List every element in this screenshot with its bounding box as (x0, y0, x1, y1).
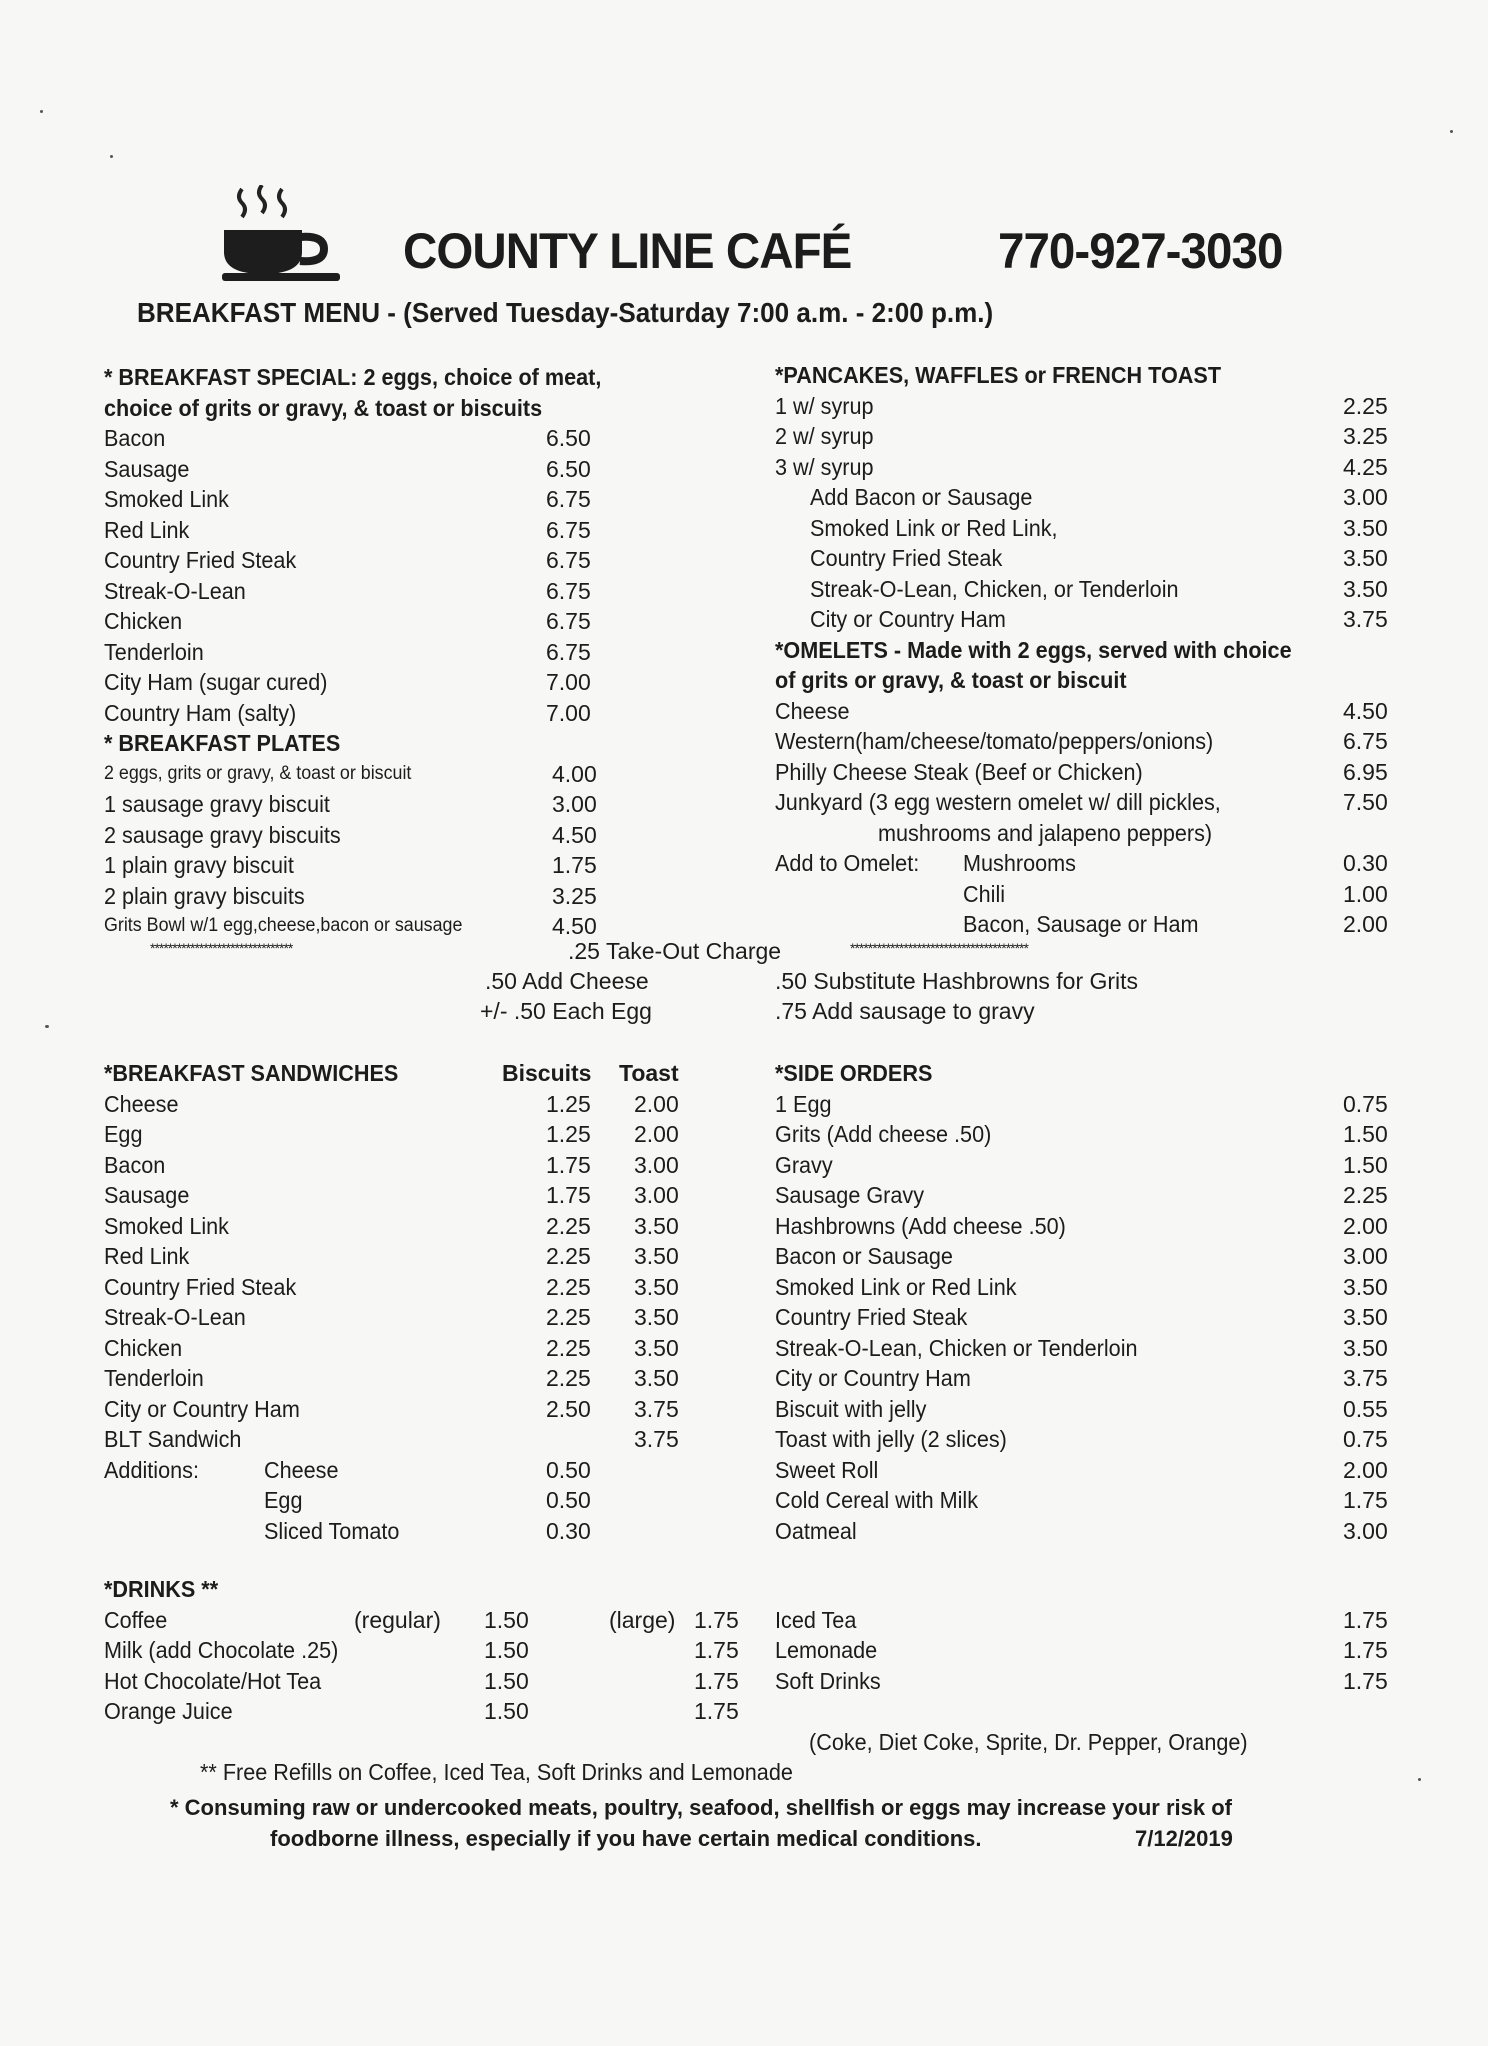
list-item (104, 1363, 704, 1394)
item-name: 1 sausage gravy biscuit (104, 791, 330, 817)
item-name: Streak-O-Lean, Chicken or Tenderloin (775, 1334, 1138, 1361)
section-heading (104, 1058, 704, 1089)
item-name: Bacon (104, 1151, 166, 1178)
list-item (775, 421, 1395, 452)
item-name: Orange Juice (104, 1698, 233, 1724)
large-label: (large) (609, 1606, 676, 1633)
toast-column-header: Toast (619, 1060, 679, 1086)
list-item (104, 484, 624, 515)
menu-text: Cheese (264, 1456, 339, 1483)
list-item (104, 1272, 704, 1303)
cafe-title: COUNTY LINE CAFÉ (403, 223, 852, 279)
regular-price: 1.50 (484, 1606, 529, 1633)
item-name: Cheese (104, 1090, 179, 1117)
item-price: 2.00 (1343, 1456, 1388, 1483)
item-name: 2 w/ syrup (775, 423, 874, 449)
item-name: Smoked Link (104, 1212, 229, 1239)
item-name: Bacon or Sausage (775, 1243, 953, 1269)
list-item (775, 787, 1395, 818)
side-orders-section (775, 1058, 1395, 1546)
biscuit-price: 1.25 (546, 1121, 591, 1147)
item-name: Egg (104, 1121, 143, 1147)
item-price: 3.50 (1343, 545, 1388, 571)
item-price: 4.25 (1343, 453, 1388, 480)
list-item (775, 1150, 1395, 1181)
list-item (104, 1241, 704, 1272)
item-name: City or Country Ham (810, 606, 1006, 632)
large-price: 1.75 (694, 1698, 739, 1724)
coffee-cup-icon (222, 185, 347, 290)
menu-text: 2.00 (1343, 911, 1388, 937)
toast-price: 2.00 (634, 1090, 679, 1117)
item-name: Coffee (104, 1606, 168, 1633)
biscuit-price: 2.25 (546, 1243, 591, 1269)
item-price: 6.50 (546, 455, 591, 482)
list-item (104, 667, 624, 698)
menu-text: Add to Omelet: (775, 850, 920, 876)
toast-price: 3.00 (634, 1151, 679, 1178)
list-item (775, 909, 1395, 940)
item-name: Philly Cheese Steak (Beef or Chicken) (775, 758, 1143, 785)
item-name: 2 eggs, grits or gravy, & toast or biscuit (104, 762, 412, 784)
drinks-section (104, 1574, 1404, 1788)
list-item (775, 482, 1395, 513)
list-item (775, 1119, 1395, 1150)
list-item (104, 1394, 704, 1425)
scan-speck (110, 155, 113, 158)
biscuit-price: 1.25 (546, 1090, 591, 1117)
menu-text: (Coke, Diet Coke, Sprite, Dr. Pepper, Orange) (809, 1728, 1248, 1755)
item-price: 7.50 (1343, 789, 1388, 815)
toast-price: 3.50 (634, 1243, 679, 1269)
list-item (104, 1302, 704, 1333)
item-price: 3.50 (1343, 1334, 1388, 1361)
each-egg-note: +/- .50 Each Egg (480, 998, 652, 1024)
item-price: 3.75 (1343, 1365, 1388, 1391)
large-price: 1.75 (694, 1637, 739, 1663)
item-name: Sweet Roll (775, 1456, 879, 1483)
biscuit-price: 1.75 (546, 1151, 591, 1178)
list-item (104, 454, 624, 485)
toast-price: 3.50 (634, 1273, 679, 1300)
menu-text: *DRINKS ** (104, 1576, 219, 1602)
item-price: 7.00 (546, 669, 591, 695)
list-item (104, 1150, 704, 1181)
item-name: Chicken (104, 608, 183, 634)
menu-text: 0.50 (546, 1456, 591, 1483)
item-price: 6.75 (546, 577, 591, 604)
menu-text: *BREAKFAST SANDWICHES (104, 1060, 399, 1086)
biscuit-price: 1.75 (546, 1182, 591, 1208)
item-price: 1.75 (1343, 1606, 1388, 1633)
item-name: City Ham (sugar cured) (104, 669, 328, 695)
health-warning: * Consuming raw or undercooked meats, poultry, seafood, shellfish or eggs may increase your risk of (170, 1795, 1232, 1820)
pancakes-omelets-section (775, 360, 1395, 940)
list-item (104, 576, 624, 607)
list-item (775, 696, 1395, 727)
list-item (775, 1455, 1395, 1486)
item-price: 6.75 (546, 608, 591, 634)
list-item (775, 1241, 1395, 1272)
list-item (104, 698, 624, 729)
item-name: 1 Egg (775, 1090, 832, 1117)
item-name: Red Link (104, 516, 190, 543)
item-name: Soft Drinks (775, 1667, 881, 1694)
item-price: 1.75 (1343, 1487, 1388, 1513)
item-price: 2.00 (1343, 1212, 1388, 1239)
item-price: 6.75 (546, 516, 591, 543)
biscuit-price: 2.25 (546, 1334, 591, 1361)
item-name: Biscuit with jelly (775, 1395, 927, 1422)
list-item (775, 574, 1395, 605)
scan-speck (1418, 1778, 1421, 1781)
item-price: 2.25 (1343, 392, 1388, 419)
soft-drink-list (104, 1727, 1404, 1758)
item-name: Streak-O-Lean (104, 577, 246, 604)
list-item (104, 1516, 704, 1547)
item-name: City or Country Ham (775, 1365, 971, 1391)
list-item (775, 1363, 1395, 1394)
star-divider: ******************************** (150, 940, 293, 956)
takeout-charge: .25 Take-Out Charge (568, 938, 782, 964)
toast-price: 2.00 (634, 1121, 679, 1147)
item-price: 3.50 (1343, 514, 1388, 541)
item-name: Smoked Link or Red Link, (810, 514, 1058, 541)
item-name: Cheese (775, 697, 850, 724)
list-item (104, 515, 624, 546)
item-name: Junkyard (3 egg western omelet w/ dill pickles, (775, 789, 1221, 815)
biscuit-price: 2.25 (546, 1304, 591, 1330)
list-item (104, 1211, 704, 1242)
item-name: BLT Sandwich (104, 1426, 242, 1452)
item-price: 4.50 (552, 821, 597, 848)
biscuits-column-header: Biscuits (502, 1060, 592, 1086)
regular-price: 1.50 (484, 1698, 529, 1724)
item-name: Smoked Link (104, 486, 229, 512)
menu-text: Chili (963, 880, 1006, 907)
item-name: Tenderloin (104, 1365, 204, 1391)
list-item (775, 1485, 1395, 1516)
cafe-phone: 770-927-3030 (998, 223, 1283, 279)
menu-text: ** Free Refills on Coffee, Iced Tea, Soft Drinks and Lemonade (200, 1759, 793, 1785)
item-price: 6.95 (1343, 758, 1388, 785)
sandwiches-section (104, 1058, 704, 1546)
scan-speck (40, 110, 43, 113)
health-warning-cont: foodborne illness, especially if you have certain medical conditions. (270, 1826, 982, 1851)
item-name: Country Fried Steak (104, 547, 297, 573)
item-name: Hashbrowns (Add cheese .50) (775, 1212, 1066, 1239)
menu-text: mushrooms and jalapeno peppers) (878, 819, 1213, 846)
menu-text: Bacon, Sausage or Ham (963, 911, 1199, 937)
section-heading (775, 665, 1395, 696)
item-name: Streak-O-Lean, Chicken, or Tenderloin (810, 575, 1179, 602)
list-item (104, 1485, 704, 1516)
item-name: Iced Tea (775, 1606, 857, 1633)
toast-price: 3.50 (634, 1212, 679, 1239)
add-cheese-note: .50 Add Cheese (485, 968, 649, 994)
list-item (775, 757, 1395, 788)
refills-note (104, 1757, 1404, 1788)
list-item (104, 637, 624, 668)
list-item (775, 879, 1395, 910)
item-price: 4.50 (552, 913, 597, 939)
list-item (104, 820, 624, 851)
menu-text: 0.50 (546, 1487, 591, 1513)
item-name: Tenderloin (104, 638, 204, 665)
item-price: 3.00 (1343, 484, 1388, 510)
item-name: Smoked Link or Red Link (775, 1273, 1017, 1300)
regular-price: 1.50 (484, 1637, 529, 1663)
item-name: Oatmeal (775, 1517, 857, 1544)
list-item (775, 543, 1395, 574)
item-name: Toast with jelly (2 slices) (775, 1426, 1007, 1452)
biscuit-price: 2.25 (546, 1365, 591, 1391)
menu-text: 1.00 (1343, 880, 1388, 907)
toast-price: 3.50 (634, 1334, 679, 1361)
large-price: 1.75 (694, 1606, 739, 1633)
section-heading (775, 635, 1395, 666)
section-heading (775, 1058, 1395, 1089)
toast-price: 3.50 (634, 1365, 679, 1391)
list-item (104, 1605, 1404, 1636)
regular-price: 1.50 (484, 1667, 529, 1694)
list-item (104, 1696, 1404, 1727)
menu-text: *PANCAKES, WAFFLES or FRENCH TOAST (775, 362, 1222, 388)
list-item (104, 1666, 1404, 1697)
item-name: Country Fried Steak (810, 545, 1003, 571)
list-item (775, 391, 1395, 422)
large-price: 1.75 (694, 1667, 739, 1694)
list-item (775, 818, 1395, 849)
menu-text: *OMELETS - Made with 2 eggs, served with choice (775, 636, 1292, 663)
regular-label: (regular) (354, 1606, 441, 1633)
item-name: Bacon (104, 425, 166, 451)
list-item (104, 850, 624, 881)
menu-text: 0.30 (1343, 850, 1388, 876)
item-name: Country Fried Steak (104, 1273, 297, 1300)
list-item (775, 726, 1395, 757)
item-name: City or Country Ham (104, 1395, 300, 1422)
menu-text: * BREAKFAST SPECIAL: 2 eggs, choice of meat, (104, 364, 602, 390)
item-name: Western(ham/cheese/tomato/peppers/onions) (775, 728, 1214, 754)
list-item (775, 1333, 1395, 1364)
breakfast-special-section (104, 362, 624, 942)
list-item (775, 1180, 1395, 1211)
item-price: 3.25 (1343, 423, 1388, 449)
list-item (775, 848, 1395, 879)
item-price: 3.00 (552, 791, 597, 817)
item-price: 6.75 (546, 638, 591, 665)
list-item (775, 1211, 1395, 1242)
list-item (104, 1455, 704, 1486)
toast-price: 3.50 (634, 1304, 679, 1330)
list-item (104, 759, 624, 790)
item-price: 3.25 (552, 882, 597, 909)
scan-speck (1450, 130, 1453, 133)
item-price: 3.50 (1343, 1273, 1388, 1300)
biscuit-price: 2.50 (546, 1395, 591, 1422)
scan-speck (45, 1025, 49, 1028)
item-price: 4.00 (552, 760, 597, 787)
list-item (104, 423, 624, 454)
item-price: 4.50 (1343, 697, 1388, 724)
item-price: 1.50 (1343, 1151, 1388, 1178)
item-name: Grits Bowl w/1 egg,cheese,bacon or sausage (104, 915, 463, 936)
item-name: Sausage (104, 1182, 190, 1208)
menu-text: Sliced Tomato (264, 1517, 400, 1544)
list-item (104, 1119, 704, 1150)
item-price: 3.00 (1343, 1517, 1388, 1544)
section-heading (775, 360, 1395, 391)
hashbrowns-note: .50 Substitute Hashbrowns for Grits (775, 968, 1139, 994)
item-price: 1.75 (552, 852, 597, 878)
item-price: 3.00 (1343, 1243, 1388, 1269)
menu-date: 7/12/2019 (1135, 1826, 1233, 1851)
section-heading (104, 728, 624, 759)
list-item (775, 1302, 1395, 1333)
item-price: 0.75 (1343, 1426, 1388, 1452)
list-item (775, 1272, 1395, 1303)
item-name: 2 sausage gravy biscuits (104, 821, 341, 848)
menu-text: * BREAKFAST PLATES (104, 730, 341, 756)
item-price: 3.50 (1343, 1304, 1388, 1330)
item-name: 2 plain gravy biscuits (104, 882, 305, 909)
biscuit-price: 2.25 (546, 1212, 591, 1239)
list-item (775, 604, 1395, 635)
toast-price: 3.75 (634, 1426, 679, 1452)
item-name: Cold Cereal with Milk (775, 1487, 979, 1513)
list-item (775, 1394, 1395, 1425)
section-heading (104, 1574, 1404, 1605)
list-item (775, 1516, 1395, 1547)
list-item (104, 911, 624, 942)
item-price: 6.75 (1343, 728, 1388, 754)
item-name: Add Bacon or Sausage (810, 484, 1033, 510)
section-heading (104, 362, 624, 393)
item-price: 0.55 (1343, 1395, 1388, 1422)
list-item (775, 513, 1395, 544)
item-name: Milk (add Chocolate .25) (104, 1637, 339, 1663)
item-name: 1 w/ syrup (775, 392, 874, 419)
list-item (104, 1180, 704, 1211)
item-price: 6.50 (546, 425, 591, 451)
list-item (104, 1089, 704, 1120)
item-name: Gravy (775, 1151, 833, 1178)
item-name: Streak-O-Lean (104, 1304, 246, 1330)
list-item (775, 1424, 1395, 1455)
item-name: Chicken (104, 1334, 183, 1361)
list-item (104, 1424, 704, 1455)
item-name: Country Fried Steak (775, 1304, 968, 1330)
menu-text: of grits or gravy, & toast or biscuit (775, 667, 1127, 693)
sausage-gravy-note: .75 Add sausage to gravy (775, 998, 1035, 1024)
menu-subtitle: BREAKFAST MENU - (Served Tuesday-Saturday 7:00 a.m. - 2:00 p.m.) (137, 297, 994, 328)
menu-text: *SIDE ORDERS (775, 1060, 933, 1086)
item-price: 0.75 (1343, 1090, 1388, 1117)
list-item (775, 452, 1395, 483)
list-item (104, 881, 624, 912)
toast-price: 3.00 (634, 1182, 679, 1208)
list-item (104, 1333, 704, 1364)
item-price: 3.75 (1343, 606, 1388, 632)
menu-text: 0.30 (546, 1517, 591, 1544)
list-item (775, 1089, 1395, 1120)
list-item (104, 1635, 1404, 1666)
biscuit-price: 2.25 (546, 1273, 591, 1300)
list-item (104, 789, 624, 820)
item-name: Country Ham (salty) (104, 699, 297, 726)
list-item (104, 606, 624, 637)
item-price: 7.00 (546, 699, 591, 726)
item-price: 1.75 (1343, 1637, 1388, 1663)
menu-text: Mushrooms (963, 850, 1076, 876)
item-price: 1.75 (1343, 1667, 1388, 1694)
menu-text: choice of grits or gravy, & toast or biscuits (104, 394, 543, 421)
item-name: Sausage (104, 455, 190, 482)
item-name: 1 plain gravy biscuit (104, 852, 294, 878)
item-price: 3.50 (1343, 575, 1388, 602)
item-price: 1.50 (1343, 1121, 1388, 1147)
item-name: Sausage Gravy (775, 1182, 925, 1208)
menu-text: Egg (264, 1487, 303, 1513)
item-name: 3 w/ syrup (775, 453, 874, 480)
star-divider: **************************************** (850, 940, 1028, 956)
item-name: Red Link (104, 1243, 190, 1269)
item-name: Hot Chocolate/Hot Tea (104, 1667, 322, 1694)
section-heading (104, 393, 624, 424)
item-price: 2.25 (1343, 1182, 1388, 1208)
item-price: 6.75 (546, 547, 591, 573)
item-name: Grits (Add cheese .50) (775, 1121, 992, 1147)
toast-price: 3.75 (634, 1395, 679, 1422)
menu-text: Additions: (104, 1456, 199, 1483)
list-item (104, 545, 624, 576)
item-price: 6.75 (546, 486, 591, 512)
item-name: Lemonade (775, 1637, 878, 1663)
